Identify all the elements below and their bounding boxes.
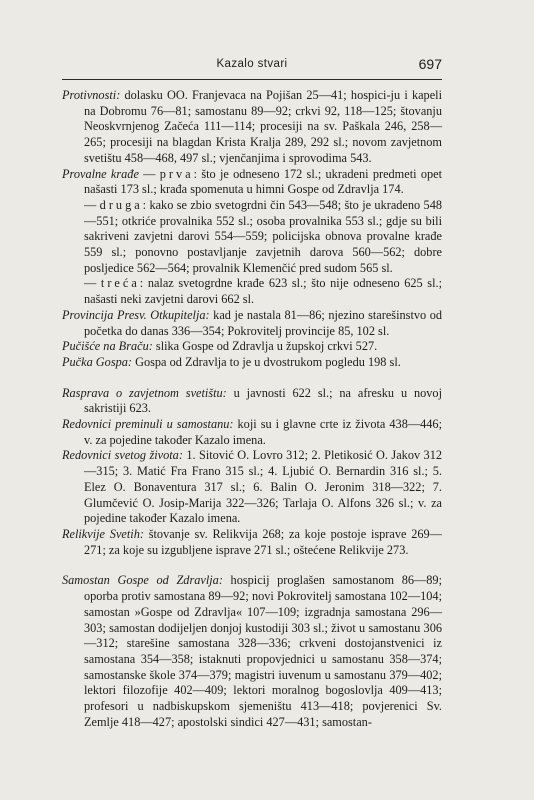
index-entries: [62, 88, 442, 730]
entry-term: Pučka Gospa:: [62, 354, 133, 369]
index-entry: [62, 167, 442, 198]
entry-term: Redovnici preminuli u samostanu:: [62, 417, 234, 432]
section-gap: [62, 558, 442, 573]
entry-dash: —: [84, 197, 100, 212]
entry-text: štovanje sv. Relikvija 268; za koje postoje isprave 269—271; za koje su izgubljene isprave 271 sl.; oštećene Relikvije 273.: [84, 526, 442, 557]
entry-text: : što je odneseno 172 sl.; ukradeni predmeti opet našasti 173 sl.; krađa spomenuta u himni Gospe od Zdravlja 174.: [84, 166, 442, 197]
entry-ordinal: druga: [99, 197, 143, 212]
entry-dash: —: [84, 276, 101, 291]
header-rule: [62, 79, 442, 80]
running-title: Kazalo stvari: [216, 58, 288, 70]
index-entry: [62, 573, 442, 730]
entry-term: Relikvije Svetih:: [62, 526, 144, 541]
entry-text: Gospa od Zdravlja to je u dvostrukom pogledu 198 sl.: [132, 354, 401, 369]
entry-text: : nalaz svetogrdne krađe 623 sl.; što nije odneseno 625 sl.; našasti neki zavjetni darovi 662 sl.: [84, 276, 442, 307]
index-entry: [62, 417, 442, 448]
section-gap: [62, 371, 442, 386]
entry-term: Provalne krađe: [62, 166, 139, 181]
page-number: 697: [418, 56, 442, 72]
entry-term: Samostan Gospe od Zdravlja:: [62, 573, 223, 588]
running-header: [62, 58, 442, 76]
entry-text: 1. Sitović O. Lovro 312; 2. Pletikosić O. Jakov 312—315; 3. Matić Fra Frano 315 sl.; 4. Ljubić O. Bernardin 316 sl.; 5. Elez O. Bonaventura 317 sl.; 6. Balin O. Jeronim 318—322; 7. Glumčević O. Josip-Marija 322—326; Tarlaja O. Alfons 326 sl.; v. za pojedine također Kazalo imena.: [84, 448, 442, 526]
entry-dash: —: [138, 166, 160, 181]
entry-term: Redovnici svetog života:: [62, 448, 183, 463]
index-subentry: [62, 198, 442, 277]
entry-term: Rasprava o zavjetnom svetištu:: [62, 385, 227, 400]
entry-text: slika Gospe od Zdravlja u župskoj crkvi 527.: [152, 339, 378, 354]
index-entry: [62, 88, 442, 167]
index-entry: [62, 308, 442, 339]
index-subentry: [62, 276, 442, 307]
index-entry: [62, 355, 442, 371]
entry-text: u javnosti 622 sl.; na afresku u novoj sakristiji 623.: [84, 385, 442, 416]
entry-ordinal: treća: [100, 276, 140, 291]
index-entry: [62, 339, 442, 355]
entry-term: Provincija Presv. Otkupitelja:: [62, 307, 210, 322]
entry-text: dolasku OO. Franjevaca na Pojišan 25—41; hospici-ju i kapeli na Dobromu 76—81; samostanu 89—92; crkvi 92, 118—125; štovanju Neoskvrnjenog Začeća 111—114; procesiji na sv. Paškala 246, 258—265; procesiji na blagdan Krista Kralja 289, 292 sl.; novom zavjetnom svetištu 458—468, 497 sl.; vjenčanjima i sprovodima 543.: [84, 88, 442, 165]
index-entry: [62, 527, 442, 558]
entry-term: Pučišće na Braču:: [62, 339, 153, 354]
entry-ordinal: prva: [159, 166, 194, 181]
index-entry: [62, 386, 442, 417]
entry-term: Protivnosti:: [62, 88, 121, 102]
entry-text: koji su i glavne crte iz života 438—446; v. za pojedine također Kazalo imena.: [84, 417, 442, 447]
entry-text: hospicij proglašen samostanom 86—89; oporba protiv samostana 89—92; novi Pokrovitelj samostana 102—104; samostan »Gospe od Zdravlja« 107—109; izgradnja samostana 296—303; samostan dodijeljen donjoj kustodiji 303 sl.; život u samostanu 306—312; starešine samostana 328—336; crkveni dostojanstvenici iz samostana 354—358; istaknuti propovjednici u samostanu 358—374; samostanske škole 374—379; magistri iuvenum u samostanu 379—402; lektori filozofije 402—409; lektori moralnog bogoslovlja 409—413; profesori u nadbiskupskom sjemeništu 413—418; povjerenici Sv. Zemlje 418—427; apostolski sindici 427—431; samostan-: [84, 573, 442, 729]
entry-text: : kako se zbio svetogrdni čin 543—548; što je ukradeno 548—551; otkriće provalnika 552 sl.; osoba provalnika 553 sl.; gdje su bili sakriveni zavjetni darovi 554—559; policijska obnova provalne krađe 559 sl.; ponovno postavljanje zavjetnih darova 560—562; dobre posljedice 562—564; provalnik Klemenčić pred sudom 565 sl.: [84, 197, 442, 275]
index-entry: [62, 448, 442, 527]
entry-text: kad je nastala 81—86; njezino starešinstvo od početka do danas 336—354; Pokrovitelj provincije 85, 102 sl.: [84, 307, 442, 338]
